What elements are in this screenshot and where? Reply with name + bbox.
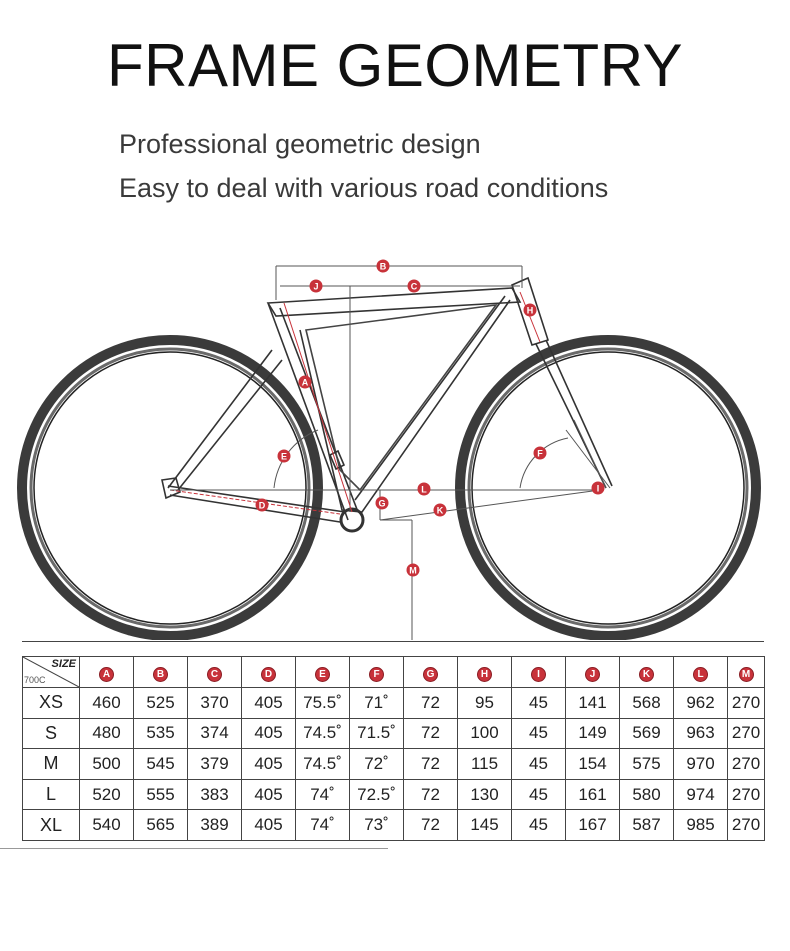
row-size: L [23,779,80,810]
label-k [434,504,447,517]
cell-e: 75.5˚ [296,688,350,719]
cell-f: 72˚ [350,749,404,780]
cell-m: 270 [728,718,765,749]
cell-i: 45 [512,810,566,841]
cell-l: 974 [674,779,728,810]
cell-k: 575 [620,749,674,780]
table-row [23,749,765,780]
svg-text:J: J [313,281,319,292]
label-g [376,497,389,510]
table-body [23,688,765,841]
cell-b: 535 [134,718,188,749]
cell-d: 405 [242,688,296,719]
col-header-d: D [242,657,296,688]
table-row [23,779,765,810]
divider-line [22,641,764,642]
size-header-cell [23,657,80,688]
cell-c: 389 [188,810,242,841]
label-e [278,450,291,463]
row-size: XL [23,810,80,841]
cell-k: 580 [620,779,674,810]
cell-l: 985 [674,810,728,841]
svg-text:F: F [537,448,543,459]
label-d [256,499,269,512]
row-size: XS [23,688,80,719]
cell-i: 45 [512,688,566,719]
cell-m: 270 [728,749,765,780]
cell-l: 963 [674,718,728,749]
svg-text:C: C [410,281,418,292]
cell-i: 45 [512,749,566,780]
col-header-k: K [620,657,674,688]
cell-i: 45 [512,718,566,749]
table-row [23,810,765,841]
col-header-i: I [512,657,566,688]
cell-j: 149 [566,718,620,749]
cell-f: 72.5˚ [350,779,404,810]
cell-e: 74˚ [296,810,350,841]
cell-m: 270 [728,810,765,841]
cell-e: 74.5˚ [296,718,350,749]
svg-text:D: D [258,500,266,511]
cell-j: 141 [566,688,620,719]
cell-c: 379 [188,749,242,780]
cell-g: 72 [404,718,458,749]
front-wheel [460,340,756,636]
label-i [592,482,605,495]
cell-i: 45 [512,779,566,810]
cell-h: 100 [458,718,512,749]
cell-d: 405 [242,810,296,841]
cell-c: 370 [188,688,242,719]
col-header-g: G [404,657,458,688]
label-c [408,280,421,293]
cell-c: 383 [188,779,242,810]
cell-m: 270 [728,688,765,719]
cell-h: 145 [458,810,512,841]
col-header-h: H [458,657,512,688]
cell-b: 545 [134,749,188,780]
bottom-divider [0,848,388,849]
cell-l: 962 [674,688,728,719]
cell-f: 71.5˚ [350,718,404,749]
cell-b: 555 [134,779,188,810]
label-f [534,447,547,460]
cell-b: 565 [134,810,188,841]
col-header-a: A [80,657,134,688]
cell-h: 130 [458,779,512,810]
svg-text:K: K [436,505,444,516]
rear-wheel [22,340,318,636]
svg-text:M: M [409,565,417,576]
cell-g: 72 [404,779,458,810]
svg-text:L: L [421,484,427,495]
cell-a: 500 [80,749,134,780]
cell-d: 405 [242,749,296,780]
frame [162,278,612,531]
subtitle-conditions: Easy to deal with various road conditions [119,173,609,203]
col-header-j: J [566,657,620,688]
cell-a: 540 [80,810,134,841]
label-m [407,564,420,577]
cell-k: 587 [620,810,674,841]
cell-g: 72 [404,749,458,780]
cell-h: 115 [458,749,512,780]
cell-j: 167 [566,810,620,841]
table-header-row [23,657,765,688]
cell-d: 405 [242,718,296,749]
size-header-label: SIZE [51,658,76,670]
svg-text:E: E [280,451,288,462]
cell-e: 74.5˚ [296,749,350,780]
table-row [23,718,765,749]
col-header-l: L [674,657,728,688]
svg-text:H: H [526,305,534,316]
cell-f: 73˚ [350,810,404,841]
label-j [310,280,323,293]
cell-a: 460 [80,688,134,719]
cell-f: 71˚ [350,688,404,719]
col-header-m: M [728,657,765,688]
row-size: M [23,749,80,780]
cell-l: 970 [674,749,728,780]
cell-e: 74˚ [296,779,350,810]
label-l [418,483,431,496]
cell-k: 569 [620,718,674,749]
cell-m: 270 [728,779,765,810]
col-header-f: F [350,657,404,688]
col-header-c: C [188,657,242,688]
cell-a: 480 [80,718,134,749]
cell-j: 154 [566,749,620,780]
label-h [524,304,537,317]
cell-g: 72 [404,810,458,841]
cell-h: 95 [458,688,512,719]
svg-text:I: I [596,483,600,494]
geometry-table [22,656,765,841]
label-a [299,376,312,389]
cell-d: 405 [242,779,296,810]
frame-geometry-diagram [0,240,790,640]
table-row [23,688,765,719]
svg-text:G: G [378,498,386,509]
col-header-e: E [296,657,350,688]
cell-j: 161 [566,779,620,810]
label-b [377,260,390,273]
col-header-b: B [134,657,188,688]
svg-text:A: A [301,377,309,388]
cell-g: 72 [404,688,458,719]
svg-text:B: B [379,261,387,272]
cell-a: 520 [80,779,134,810]
cell-c: 374 [188,718,242,749]
page-title: FRAME GEOMETRY [107,32,683,99]
subtitle-design: Professional geometric design [119,129,481,159]
cell-b: 525 [134,688,188,719]
row-size: S [23,718,80,749]
geometry-table-wrapper [22,656,765,841]
wheel-size-label: 700C [24,675,46,685]
cell-k: 568 [620,688,674,719]
